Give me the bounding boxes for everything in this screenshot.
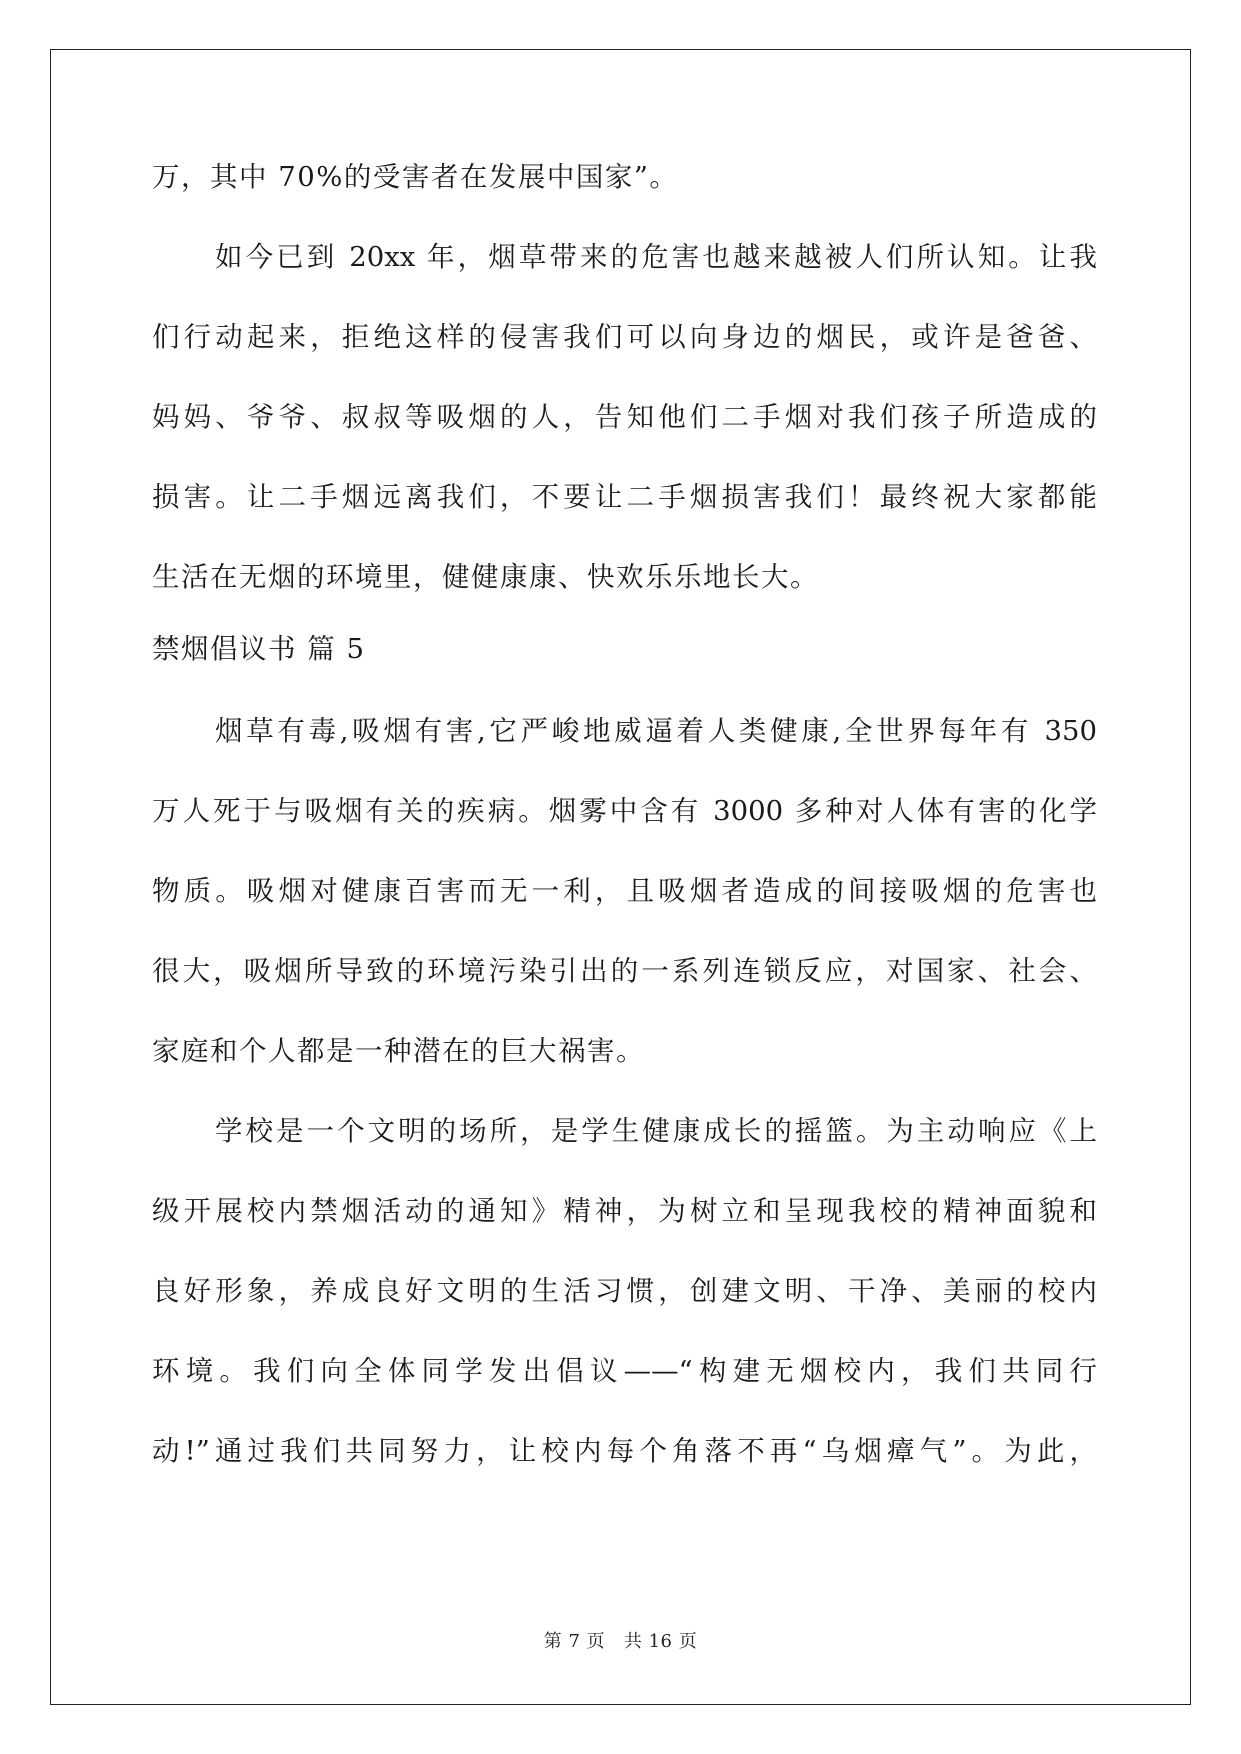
text-line: 很大，吸烟所导致的环境污染引出的一系列连锁反应，对国家、社会、 xyxy=(152,955,1097,987)
document-body xyxy=(152,157,1097,1511)
text-line: 如今已到 20xx 年，烟草带来的危害也越来越被人们所认知。让我 xyxy=(215,241,1097,273)
text-line: 损害。让二手烟远离我们，不要让二手烟损害我们！最终祝大家都能 xyxy=(152,481,1097,513)
text-line: 烟草有毒,吸烟有害,它严峻地威逼着人类健康,全世界每年有 350 xyxy=(215,715,1097,747)
text-line: 家庭和个人都是一种潜在的巨大祸害。 xyxy=(152,1035,645,1067)
text-line: 万，其中 70%的受害者在发展中国家”。 xyxy=(152,161,679,193)
text-line: 物质。吸烟对健康百害而无一利，且吸烟者造成的间接吸烟的危害也 xyxy=(152,875,1097,907)
text-line: 妈妈、爷爷、叔叔等吸烟的人，告知他们二手烟对我们孩子所造成的 xyxy=(152,401,1097,433)
text-line: 良好形象，养成良好文明的生活习惯，创建文明、干净、美丽的校内 xyxy=(152,1275,1097,1307)
text-line: 们行动起来，拒绝这样的侵害我们可以向身边的烟民，或许是爸爸、 xyxy=(152,321,1097,353)
text-line: 学校是一个文明的场所，是学生健康成长的摇篮。为主动响应《上 xyxy=(215,1115,1097,1147)
text-line: 万人死于与吸烟有关的疾病。烟雾中含有 3000 多种对人体有害的化学 xyxy=(152,795,1097,827)
text-line: 动!”通过我们共同努力，让校内每个角落不再“乌烟瘴气”。为此， xyxy=(152,1435,1097,1467)
text-line: 级开展校内禁烟活动的通知》精神，为树立和呈现我校的精神面貌和 xyxy=(152,1195,1097,1227)
page-footer xyxy=(0,1627,1241,1653)
page-total: 共 16 页 xyxy=(623,1631,698,1652)
text-line: 环境。我们向全体同学发出倡议——“构建无烟校内，我们共同行 xyxy=(152,1355,1097,1387)
page-number: 第 7 页 xyxy=(543,1631,606,1652)
section-heading: 禁烟倡议书 篇 5 xyxy=(152,633,366,665)
text-line: 生活在无烟的环境里，健健康康、快欢乐乐地长大。 xyxy=(152,561,819,593)
